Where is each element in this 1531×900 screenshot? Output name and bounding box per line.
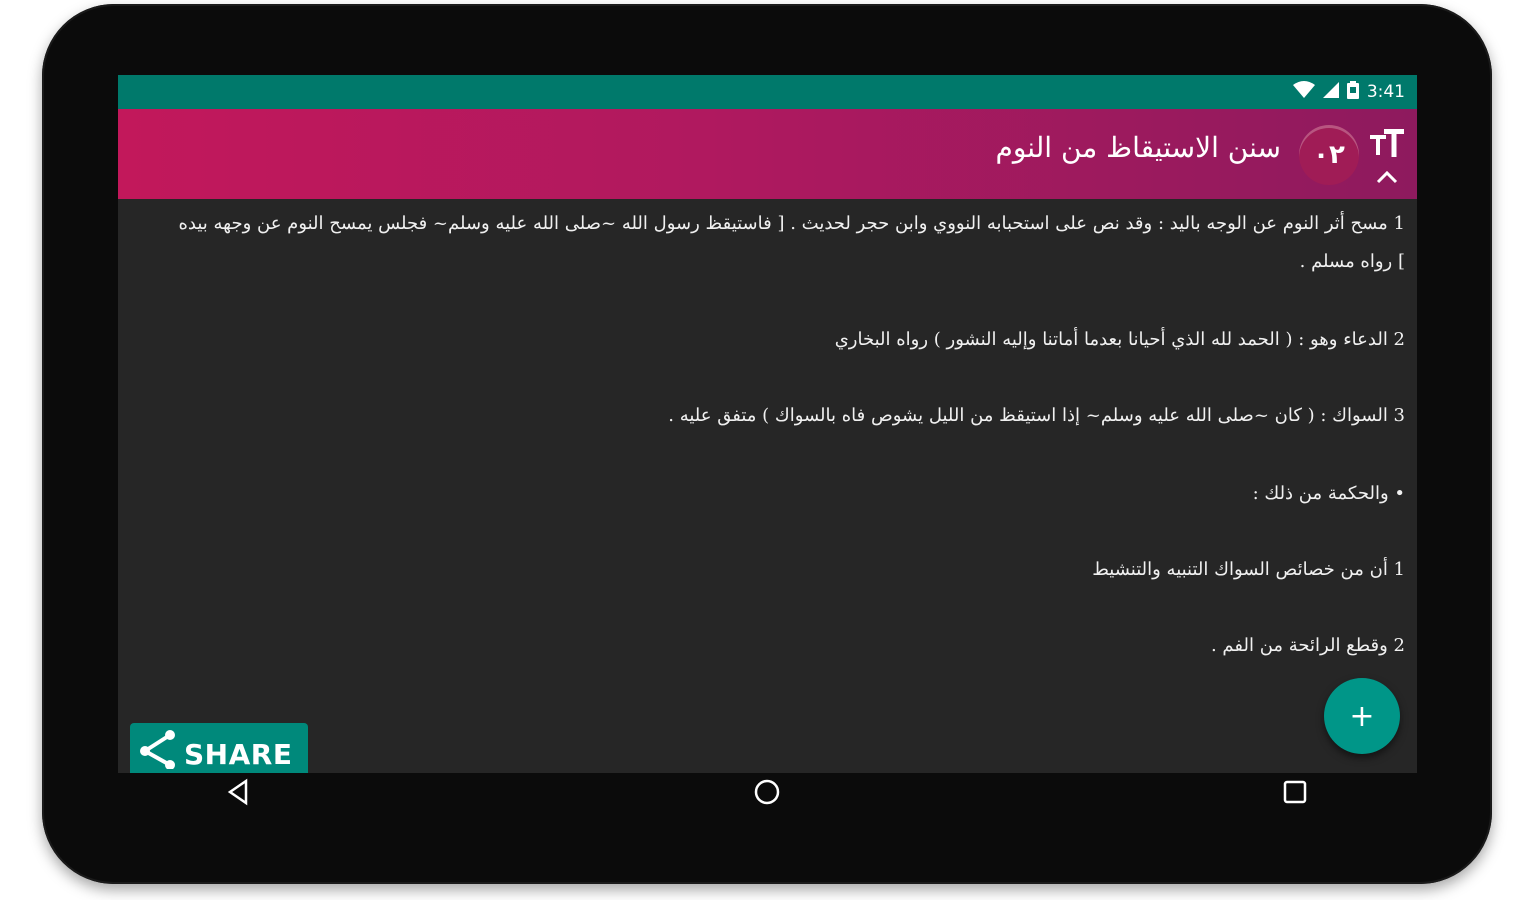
paragraph-4: • والحكمة من ذلك :	[1252, 483, 1405, 504]
navigation-bar	[118, 773, 1417, 813]
app-screen	[118, 75, 1417, 773]
share-label: SHARE	[184, 737, 293, 771]
paragraph-6: 2 وقطع الرائحة من الفم .	[1210, 635, 1405, 656]
clock-text: 3:41	[1366, 82, 1405, 102]
battery-icon	[1347, 81, 1359, 104]
back-icon[interactable]	[224, 777, 254, 807]
share-button[interactable]	[130, 723, 308, 773]
chevron-up-icon[interactable]	[1371, 165, 1403, 193]
plus-icon: +	[1349, 698, 1375, 734]
status-bar	[118, 75, 1417, 109]
paragraph-5: 1 أن من خصائص السواك التنبيه والتنشيط	[1092, 559, 1405, 580]
signal-icon	[1323, 82, 1339, 103]
add-button[interactable]	[1324, 678, 1400, 754]
home-icon[interactable]	[752, 777, 782, 807]
content-text	[118, 199, 1417, 773]
recents-icon[interactable]	[1280, 777, 1310, 807]
share-icon	[138, 729, 178, 773]
app-bar	[118, 109, 1417, 199]
page-title: سنن الاستيقاظ من النوم	[995, 131, 1281, 164]
status-icons	[1293, 81, 1405, 103]
paragraph-3: 3 السواك : ( كان ~صلى الله عليه وسلم~ إذا استيقظ من الليل يشوص فاه بالسواك ) متفق عليه .	[668, 405, 1405, 426]
wifi-icon	[1293, 81, 1315, 104]
paragraph-1: 1 مسح أثر النوم عن الوجه باليد : وقد نص على استحبابه النووي وابن حجر لحديث . [ فاستيقظ رسول الله ~صلى الله عليه وسلم~ فجلس يمسح النوم عن وجهه بيده ] رواه مسلم .	[178, 213, 1405, 272]
font-size-icon[interactable]	[1367, 121, 1407, 157]
paragraph-2: 2 الدعاء وهو : ( الحمد لله الذي أحيانا بعدما أماتنا وإليه النشور ) رواه البخاري	[834, 329, 1405, 350]
lesson-number-badge: ٠٢	[1299, 125, 1359, 185]
